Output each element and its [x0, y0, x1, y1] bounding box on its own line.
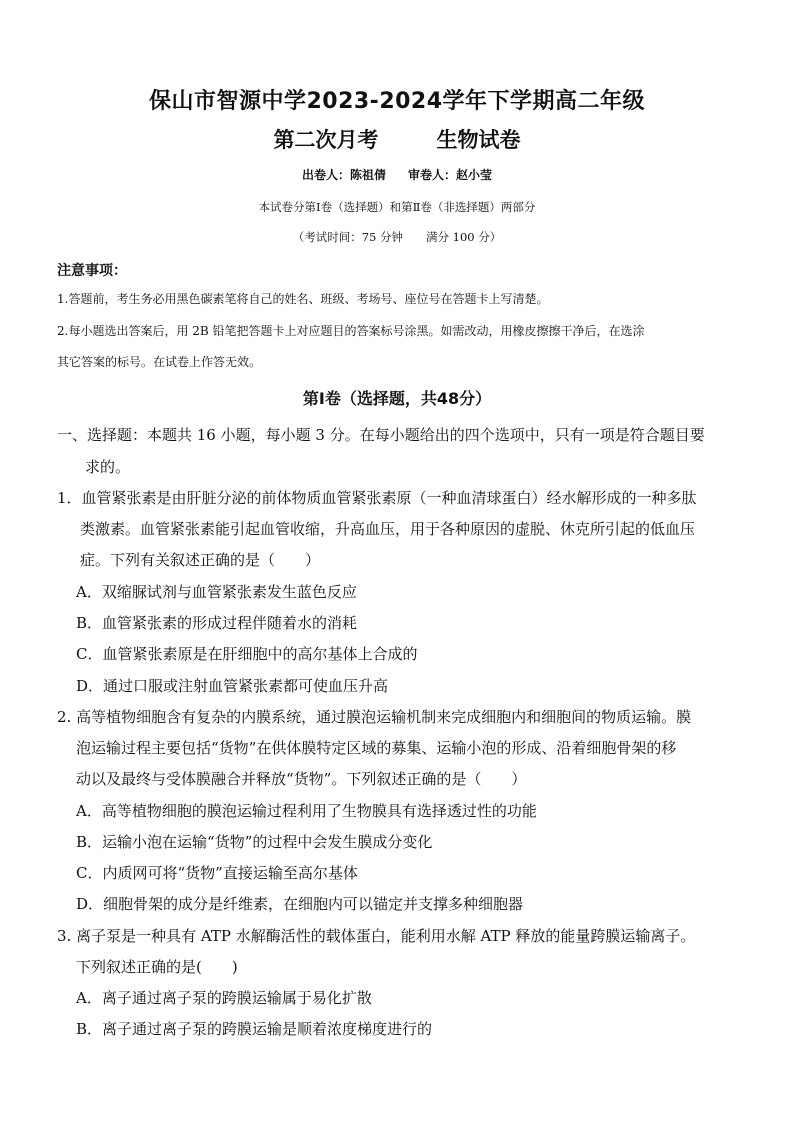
instructions-line-2: 求的。 — [85, 458, 131, 476]
author-line — [0, 166, 794, 183]
q1-option-d: D．通过口服或注射血管紧张素都可使血压升高 — [76, 677, 389, 695]
q2-stem-line-2: 泡运输过程主要包括“货物”在供体膜特定区域的募集、运输小泡的形成、沿着细胞骨架的移 — [76, 739, 677, 757]
q2-option-d: D．细胞骨架的成分是纤维素，在细胞内可以锚定并支撑多种细胞器 — [76, 895, 524, 913]
q1-option-c: C．血管紧张素原是在肝细胞中的高尔基体上合成的 — [76, 645, 418, 663]
author: 出卷人：陈祖倩 — [301, 168, 386, 182]
q2-stem-line-3: 动以及最终与受体膜融合并释放“货物”。下列叙述正确的是（ ） — [76, 770, 527, 788]
notice-item-2-line-2: 其它答案的标号。在试卷上作答无效。 — [57, 355, 262, 369]
exam-subject: 生物试卷 — [436, 128, 521, 152]
q1-stem-line-1: 1．血管紧张素是由肝脏分泌的前体物质血管紧张素原（一种血清球蛋白）经水解形成的一种多肽 — [57, 489, 697, 507]
exam-title: 保山市智源中学2023-2024学年下学期高二年级 — [148, 89, 646, 114]
exam-info: （考试时间：75 分钟 满分 100 分） — [292, 230, 502, 244]
notice-title: 注意事项： — [57, 263, 127, 279]
q3-stem-line-1: 3. 离子泵是一种具有 ATP 水解酶活性的载体蛋白，能利用水解 ATP 释放的能量跨膜运输离子。 — [57, 927, 696, 945]
q3-option-a: A．离子通过离子泵的跨膜运输属于易化扩散 — [76, 989, 372, 1007]
q2-stem-line-1: 2. 高等植物细胞含有复杂的内膜系统，通过膜泡运输机制来完成细胞内和细胞间的物质运输。膜 — [57, 708, 692, 726]
exam-round: 第二次月考 — [273, 128, 379, 152]
paper-structure: 本试卷分第Ⅰ卷（选择题）和第Ⅱ卷（非选择题）两部分 — [258, 200, 536, 214]
q2-option-a: A．高等植物细胞的膜泡运输过程利用了生物膜具有选择透过性的功能 — [76, 802, 537, 820]
q3-stem-line-2: 下列叙述正确的是( ) — [76, 958, 238, 976]
q1-option-b: B．血管紧张素的形成过程伴随着水的消耗 — [76, 614, 358, 632]
notice-item-1: 1.答题前，考生务必用黑色碳素笔将自己的姓名、班级、考场号、座位号在答题卡上写清楚。 — [57, 292, 549, 306]
notice-item-2-line-1: 2.每小题选出答案后，用 2B 铅笔把答题卡上对应题目的答案标号涂黑。如需改动，用橡皮擦擦干净后，在选涂 — [57, 324, 645, 338]
exam-subtitle — [0, 124, 794, 154]
q1-option-a: A．双缩脲试剂与血管紧张素发生蓝色反应 — [76, 583, 357, 601]
reviewer: 审卷人：赵小莹 — [408, 168, 493, 182]
q2-option-b: B．运输小泡在运输“货物”的过程中会发生膜成分变化 — [76, 833, 433, 851]
q3-option-b: B．离子通过离子泵的跨膜运输是顺着浓度梯度进行的 — [76, 1020, 433, 1038]
section-title: 第Ⅰ卷（选择题，共48分） — [302, 389, 492, 408]
instructions-line-1: 一、选择题：本题共 16 小题，每小题 3 分。在每小题给出的四个选项中，只有一项是符合题目要 — [57, 426, 705, 444]
q1-stem-line-2: 类激素。血管紧张素能引起血管收缩，升高血压，用于各种原因的虚脱、休克所引起的低血压 — [80, 520, 696, 538]
q1-stem-line-3: 症。下列有关叙述正确的是（ ） — [80, 551, 321, 569]
q2-option-c: C．内质网可将“货物”直接运输至高尔基体 — [76, 864, 358, 882]
